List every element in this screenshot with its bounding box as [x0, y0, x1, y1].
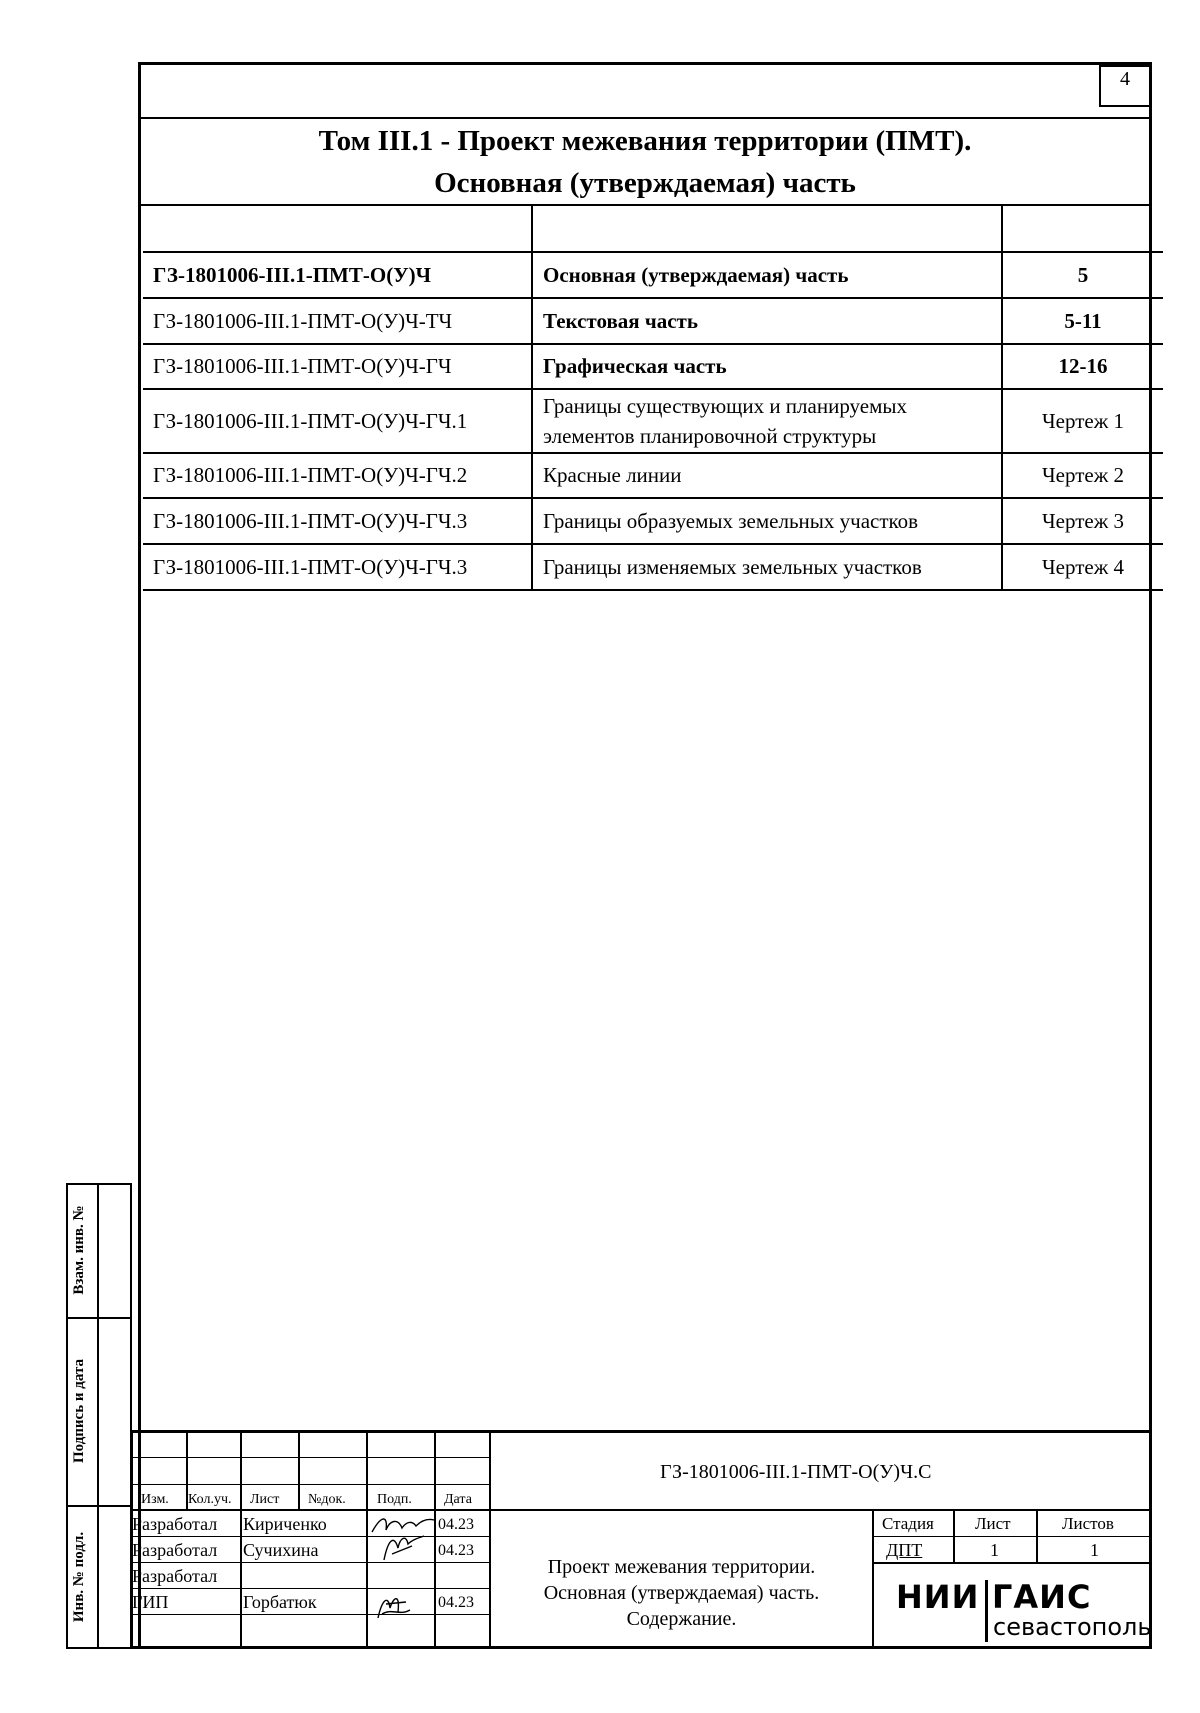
col-izm: Изм.	[141, 1492, 169, 1507]
title-line-2: Основная (утверждаемая) часть	[434, 167, 856, 199]
org-logo-right: ГАИС	[992, 1578, 1092, 1616]
row-code: ГЗ-1801006-III.1-ПМТ-О(У)Ч-ГЧ	[143, 344, 532, 389]
stamp-doc-code: ГЗ-1801006-III.1-ПМТ-О(У)Ч.С	[660, 1461, 932, 1483]
table-row	[143, 544, 1163, 590]
signature-image	[378, 1530, 428, 1564]
col-ndok: №док.	[308, 1492, 346, 1507]
person-date: 04.23	[438, 1516, 474, 1533]
sheet-value: 1	[990, 1540, 999, 1560]
col-kol-uch: Кол.уч.	[188, 1492, 232, 1507]
side-divider	[97, 1183, 99, 1649]
org-logo-city: севастополь	[993, 1613, 1152, 1641]
row-name: Границы изменяемых земельных участков	[532, 544, 1002, 590]
row-name	[532, 389, 1002, 453]
row-page: Чертеж 4	[1002, 544, 1163, 590]
row-name-line: Границы существующих и планируемых	[543, 394, 907, 418]
person-name: Кириченко	[243, 1514, 327, 1534]
sheet-number-box	[1099, 65, 1151, 107]
row-page: Чертеж 2	[1002, 453, 1163, 498]
row-name: Основная (утверждаемая) часть	[532, 252, 1002, 298]
row-code: ГЗ-1801006-III.1-ПМТ-О(У)Ч-ГЧ.1	[143, 389, 532, 453]
page-title	[140, 120, 1150, 204]
logo-divider	[985, 1580, 988, 1642]
row-code: ГЗ-1801006-III.1-ПМТ-О(У)Ч-ТЧ	[143, 298, 532, 344]
row-page: 12-16	[1002, 344, 1163, 389]
header-rule	[140, 117, 1152, 119]
row-code: ГЗ-1801006-III.1-ПМТ-О(У)Ч	[143, 252, 532, 298]
row-name: Текстовая часть	[532, 298, 1002, 344]
table-row	[143, 453, 1163, 498]
sheet-number: 4	[1120, 68, 1130, 90]
row-name: Графическая часть	[532, 344, 1002, 389]
person-date: 04.23	[438, 1542, 474, 1559]
sheet-label: Лист	[975, 1514, 1011, 1533]
person-date: 04.23	[438, 1594, 474, 1611]
contents-table	[143, 205, 1163, 591]
table-row	[143, 344, 1163, 389]
stamp-doc-title	[491, 1554, 872, 1632]
table-row	[143, 298, 1163, 344]
row-name: Границы образуемых земельных участков	[532, 498, 1002, 544]
label-vzam-inv: Взам. инв. №	[71, 1205, 87, 1295]
org-logo-left: НИИ	[896, 1578, 980, 1616]
row-page: 5	[1002, 252, 1163, 298]
row-page: 5-11	[1002, 298, 1163, 344]
title-line-1: Том III.1 - Проект межевания территории (ПМТ).	[318, 125, 972, 157]
label-podpis-data: Подпись и дата	[71, 1358, 87, 1464]
col-data: Дата	[444, 1492, 472, 1507]
row-name: Красные линии	[532, 453, 1002, 498]
row-code: ГЗ-1801006-III.1-ПМТ-О(У)Ч-ГЧ.3	[143, 498, 532, 544]
person-role: Разработал	[132, 1540, 218, 1560]
stamp-title-line: Основная (утверждаемая) часть.	[543, 1582, 820, 1604]
table-row	[143, 389, 1163, 453]
label-inv-podl: Инв. № подл.	[71, 1531, 87, 1623]
stamp-title-line: Содержание.	[626, 1608, 737, 1630]
person-role: Разработал	[132, 1566, 218, 1586]
row-code: ГЗ-1801006-III.1-ПМТ-О(У)Ч-ГЧ.3	[143, 544, 532, 590]
stamp-title-line: Проект межевания территории.	[547, 1556, 816, 1578]
row-page: Чертеж 1	[1002, 389, 1163, 453]
person-role: Разработал	[132, 1514, 218, 1534]
stage-label: Стадия	[882, 1514, 934, 1533]
table-row	[143, 205, 1163, 252]
row-name-line: элементов планировочной структуры	[543, 424, 877, 448]
row-code: ГЗ-1801006-III.1-ПМТ-О(У)Ч-ГЧ.2	[143, 453, 532, 498]
signature-image	[370, 1588, 420, 1622]
sheets-value: 1	[1090, 1540, 1099, 1560]
person-name: Горбатюк	[243, 1592, 317, 1612]
row-page: Чертеж 3	[1002, 498, 1163, 544]
sheets-label: Листов	[1062, 1514, 1114, 1533]
col-list: Лист	[250, 1492, 280, 1507]
stage-value: ДПТ	[886, 1540, 923, 1560]
col-podp: Подп.	[377, 1492, 412, 1507]
person-role: ГИП	[132, 1592, 169, 1612]
table-row	[143, 252, 1163, 298]
person-name: Сучихина	[243, 1540, 319, 1560]
table-row	[143, 498, 1163, 544]
